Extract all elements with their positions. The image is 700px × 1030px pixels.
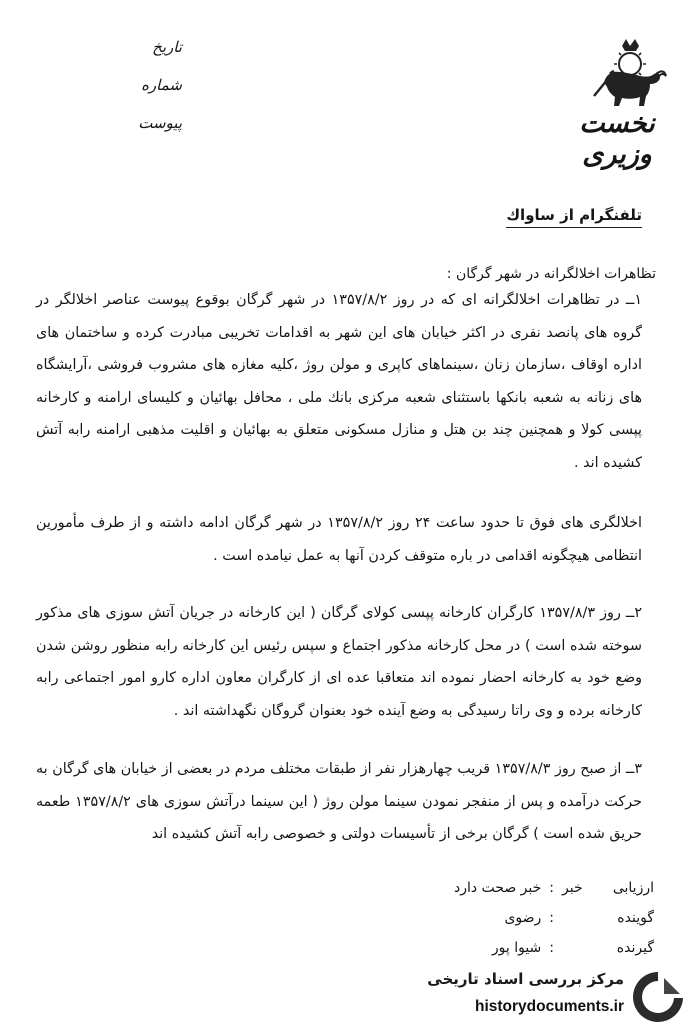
signature-row-speaker: گوینده:رضوی bbox=[504, 910, 654, 926]
signature-label: گیرنده bbox=[616, 940, 654, 956]
document-subject: تظاهرات اخلالگرانه در شهر گرگان : bbox=[446, 266, 656, 282]
signature-row-assessment: ارزیابی خبر:خبر صحت دارد bbox=[453, 880, 654, 896]
paragraph-4: ۳ــ از صبح روز ۱۳۵۷/۸/۳ قریب چهارهزار نفر از طبقات مختلف مردم در بعضی از خیابان های گرگان به حرکت درآمده و پس از منفجر نمودن سینما مولن روژ ( این سینما درآتش سوزی های ۱۳۵۷/۸/۲ طعمه حریق شده است ) گرگان برخی از تأسیسات دولتی و خصوصی رابه آتش کشیده اند bbox=[36, 761, 642, 842]
watermark-url[interactable]: historydocuments.ir bbox=[475, 998, 624, 1015]
date-label: تاریخ bbox=[152, 38, 182, 56]
issuing-office: نخست وزیری bbox=[579, 108, 655, 170]
watermark-title: مرکز بررسی اسناد تاریخی bbox=[427, 970, 624, 988]
paragraph-3: ۲ــ روز ۱۳۵۷/۸/۳ کارگران کارخانه پپسی کولای گرگان ( این کارخانه در جریان آتش سوزی های مذکور سوخته شده است ) در محل کارخانه مذکور اجتماع و سپس رئیس این کارخانه رابه منظور روشن شدن وضع خود به کارخانه احضار نموده اند متعاقبا عده ای از کارگران معاون اداره کارو امور اجتماعی رابه کارخانه برده و وی راتا رسیدگی به وضع آینده خود بعنوان گروگان نگهداشته اند . bbox=[36, 605, 642, 719]
paragraph-1: ۱ــ در تظاهرات اخلالگرانه ای که در روز ۱۳۵۷/۸/۲ در شهر گرگان بوقوع پیوست عناصر اخلالگر در گروه های پانصد نفری در اکثر خیابان های این شهر به اقدامات تخریبی مبادرت کرده و ساختمان های اداره اوقاف ،سازمان زنان ،سینماهای کاپری و مولن روژ ،کلیه مغازه های مشروب فروشی ،آرایشگاه های زنانه به شعبه بانکها باستثنای شعبه مرکزی بانك ملی ، محافل بهائیان و کلیسای ارامنه و کارخانه پپسی کولا و همچنین چند بن هتل و منازل مسکونی متعلق به بهائیان و اقلیت مذهبی ارامنه رابه آتش کشیده اند . bbox=[36, 292, 642, 471]
document-title: تلفنگرام از ساواك bbox=[506, 206, 642, 228]
signature-value: خبر صحت دارد bbox=[453, 880, 542, 896]
signature-row-receiver: گیرنده:شیوا پور bbox=[491, 940, 654, 956]
signature-label: ارزیابی خبر bbox=[562, 880, 654, 896]
meta-labels bbox=[112, 40, 182, 154]
lion-and-sun-emblem bbox=[586, 34, 670, 110]
archive-logo-icon bbox=[628, 968, 688, 1024]
paragraph-2: اخلالگری های فوق تا حدود ساعت ۲۴ روز ۱۳۵۷/۸/۲ در شهر گرگان ادامه داشته و از طرف مأمورین انتظامی هیچگونه اقدامی در باره متوقف کردن آنها به عمل نیامده است . bbox=[36, 515, 642, 564]
signature-value: رضوی bbox=[504, 910, 542, 926]
signature-value: شیوا پور bbox=[491, 940, 542, 956]
signature-label: گوینده bbox=[617, 910, 654, 926]
attachment-label: پیوست bbox=[138, 114, 182, 132]
number-label: شماره bbox=[141, 76, 182, 94]
